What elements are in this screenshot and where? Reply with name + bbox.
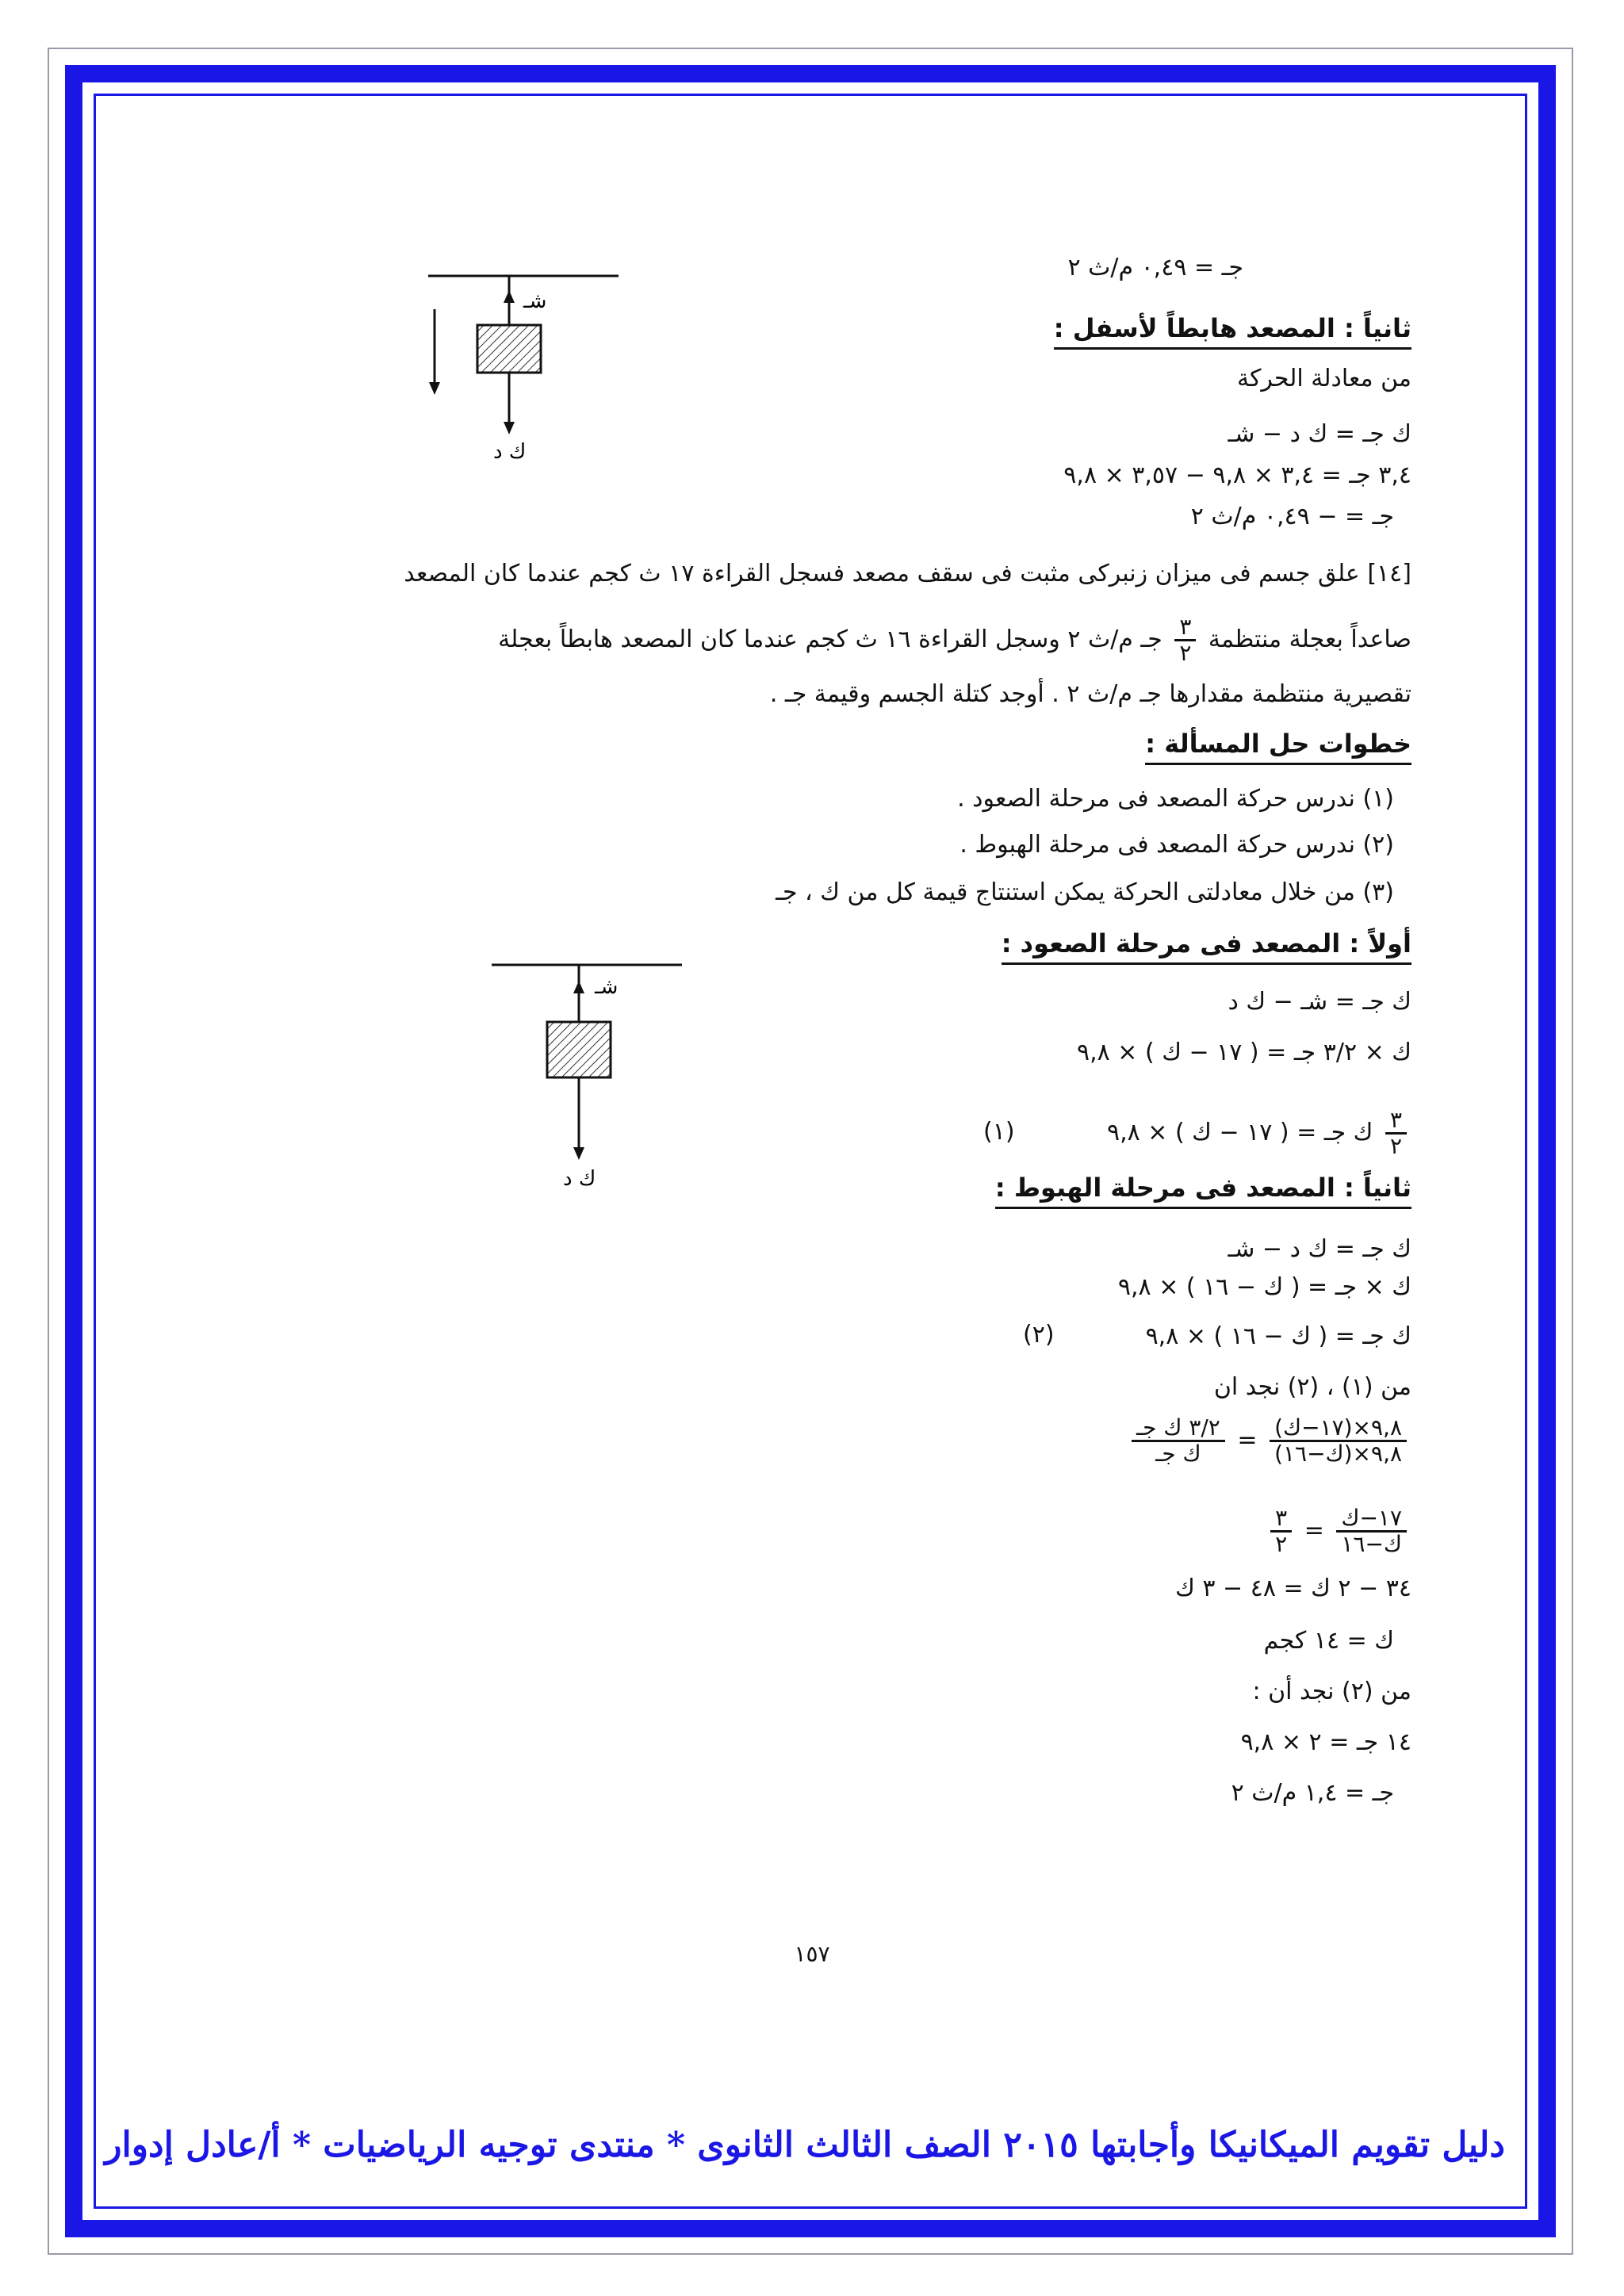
equation-1: $\frac{٣}{٢}$ ك جـ = ( ١٧ − ك ) × ٩,٨ xyxy=(1107,1108,1411,1158)
spring-balance-diagram-ascending xyxy=(476,947,698,1201)
equation-ascending-sub: ك × ٣/٢ جـ = ( ١٧ − ك ) × ٩,٨ xyxy=(1077,1039,1411,1066)
equation-substitution: ٣,٤ جـ = ٣,٤ × ٩,٨ − ٣,٥٧ × ٩,٨ xyxy=(1063,461,1411,489)
result-acceleration-down: جـ = − ٠,٤٩ م/ث ٢ xyxy=(1190,503,1394,530)
heading-descending: ثانياً : المصعد هابطاً لأسفل : xyxy=(1054,312,1411,350)
fraction-three-halves: $\frac{٣}{٢}$ xyxy=(1174,615,1196,665)
fraction-equation-1: $\frac{\text{٣/٢ ك جـ}}{\text{ك جـ}}$ = $\frac{\text{٩,٨×(١٧−ك)}}{\text{٩,٨×(ك−١٦)}}$ xyxy=(1127,1416,1411,1466)
heading-solution-steps: خطوات حل المسألة : xyxy=(1145,728,1411,765)
step-1: (١) ندرس حركة المصعد فى مرحلة الصعود . xyxy=(957,785,1394,813)
step-3: (٣) من خلال معادلتى الحركة يمكن استنتاج قيمة كل من ك ، جـ xyxy=(776,878,1394,906)
heading-ascending: أولاً : المصعد فى مرحلة الصعود : xyxy=(1002,928,1411,965)
weight-label: ك د xyxy=(563,1167,596,1191)
equation-final: ١٤ جـ = ٢ × ٩,٨ xyxy=(1240,1728,1411,1756)
equation-descending-phase: ك جـ = ك د − شـ xyxy=(1228,1235,1411,1263)
spring-balance-diagram-descending xyxy=(412,262,634,468)
text-from-2: من (٢) نجد أن : xyxy=(1252,1678,1411,1705)
text-from-1-and-2: من (١) ، (٢) نجد ان xyxy=(1213,1373,1411,1401)
text-equation-of-motion: من معادلة الحركة xyxy=(1236,365,1411,392)
problem-line-3: تقصيرية منتظمة مقدارها جـ م/ث ٢ . أوجد كتلة الجسم وقيمة جـ . xyxy=(769,680,1411,708)
tension-label: شـ xyxy=(523,289,547,313)
result-acceleration: جـ = ١,٤ م/ث ٢ xyxy=(1231,1779,1394,1807)
fraction-equation-2: $\frac{٣}{٢}$ = $\frac{\text{١٧−ك}}{\text{ك−١٦}}$ xyxy=(1266,1506,1411,1556)
step-2: (٢) ندرس حركة المصعد فى مرحلة الهبوط . xyxy=(959,831,1394,859)
problem-line-1: [١٤] علق جسم فى ميزان زنبركى مثبت فى سقف مصعد فسجل القراءة ١٧ ث كجم عندما كان المصعد xyxy=(404,560,1411,587)
weight-label: ك د xyxy=(493,440,527,464)
tension-label: شـ xyxy=(595,975,619,999)
equation-descending: ك جـ = ك د − شـ xyxy=(1228,420,1411,448)
heading-descending-phase: ثانياً : المصعد فى مرحلة الهبوط : xyxy=(995,1172,1411,1209)
equation-linear: ٣٤ − ٢ ك = ٤٨ − ٣ ك xyxy=(1175,1575,1411,1602)
problem-line-2-end: جـ م/ث ٢ وسجل القراءة ١٦ ث كجم عندما كان المصعد هابطاً بعجلة xyxy=(498,626,1162,653)
problem-line-2-start: صاعداً بعجلة منتظمة xyxy=(1208,626,1411,653)
equation-2: ك جـ = ( ك − ١٦ ) × ٩,٨ xyxy=(1145,1322,1411,1350)
equation-number-1: (١) xyxy=(983,1118,1015,1146)
problem-line-2 xyxy=(498,615,1411,665)
equation-descending-sub: ك × جـ = ( ك − ١٦ ) × ٩,٨ xyxy=(1117,1273,1411,1301)
footer-title: دليل تقويم الميكانيكا وأجابتها ٢٠١٥ الصف الثالث الثانوى * منتدى توجيه الرياضيات * أ/عادل إدوار xyxy=(105,2125,1505,2165)
page-number: ١٥٧ xyxy=(794,1941,830,1967)
result-mass: ك = ١٤ كجم xyxy=(1263,1627,1394,1655)
equation-number-2: (٢) xyxy=(1023,1321,1055,1349)
result-acceleration-up: جـ = ٠,٤٩ م/ث ٢ xyxy=(1067,254,1243,281)
equation-ascending: ك جـ = شـ − ك د xyxy=(1228,988,1411,1016)
